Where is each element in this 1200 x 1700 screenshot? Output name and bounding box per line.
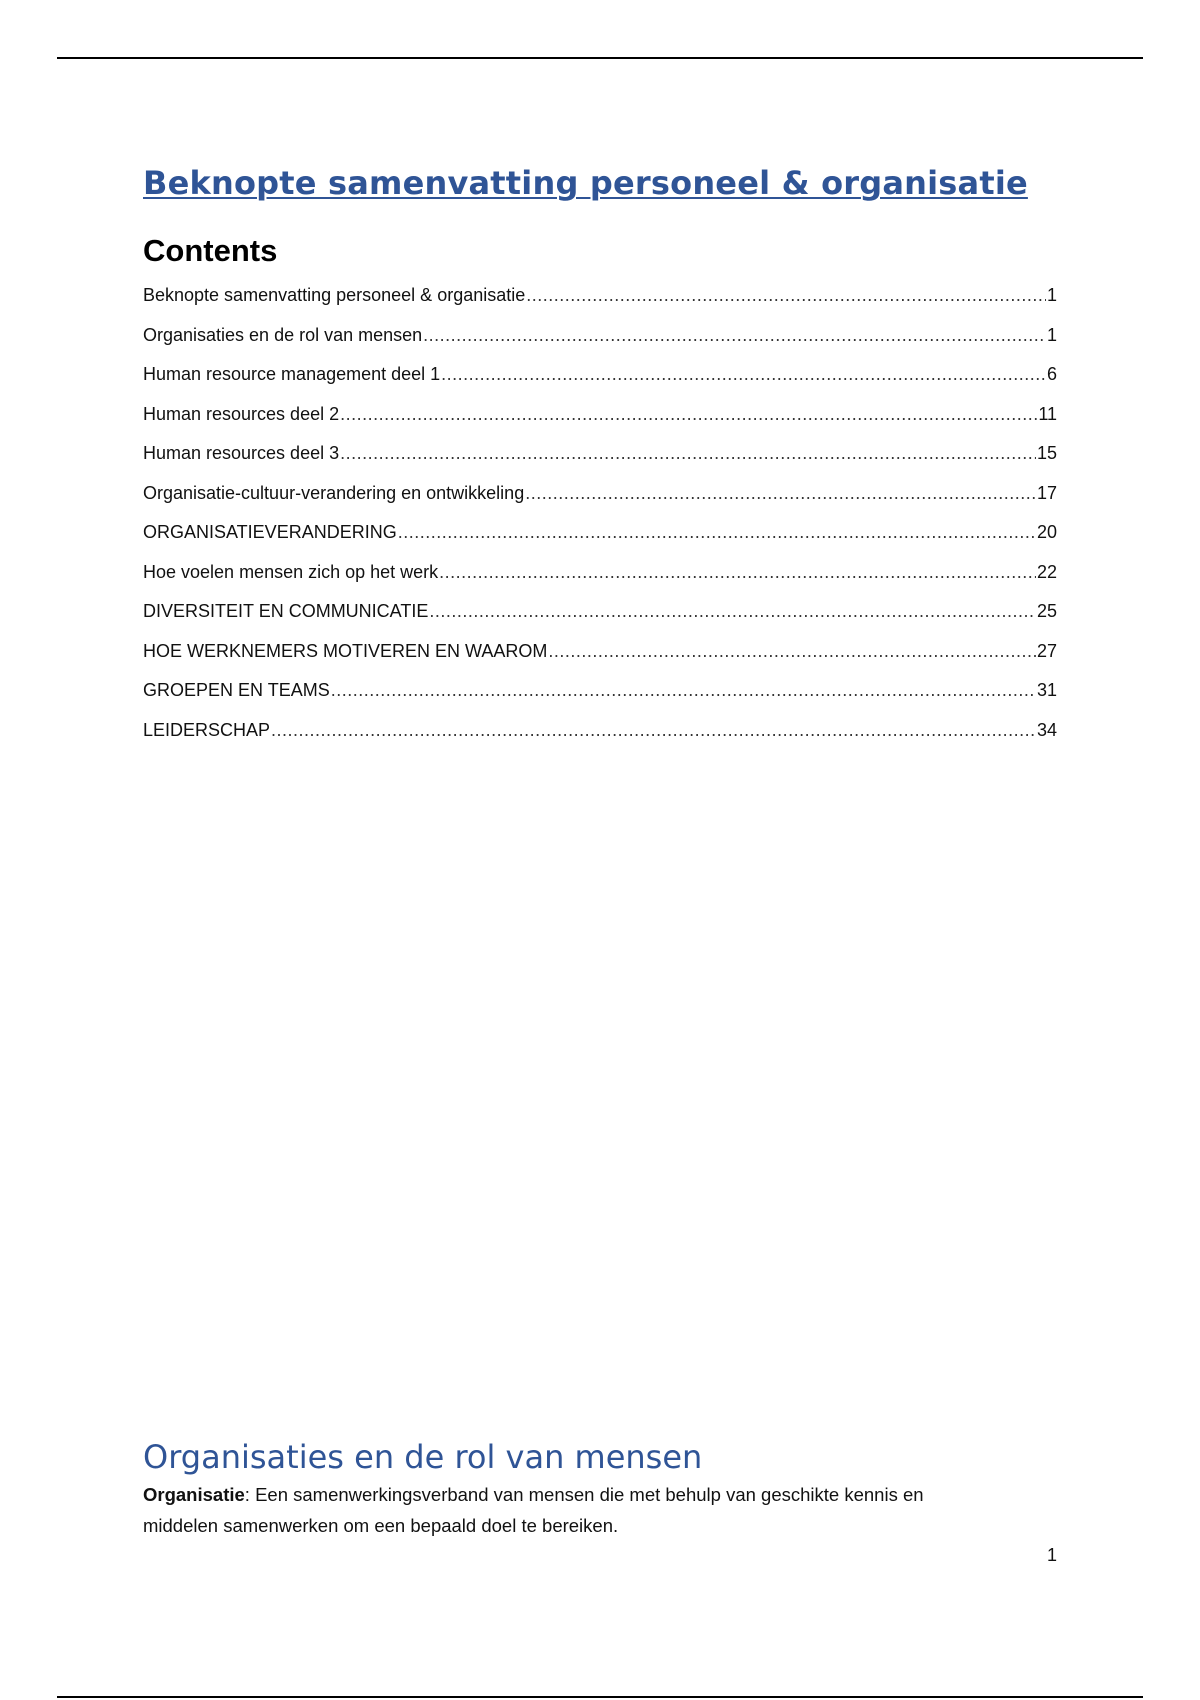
definition-paragraph bbox=[143, 1479, 983, 1541]
toc-dot-leader bbox=[548, 641, 1036, 662]
toc-entry-label: HOE WERKNEMERS MOTIVEREN EN WAAROM bbox=[143, 640, 548, 661]
toc-heading: Contents bbox=[143, 233, 278, 268]
toc-entry-page: 22 bbox=[1036, 561, 1057, 582]
toc-entry[interactable] bbox=[143, 562, 1057, 602]
definition-term: Organisatie bbox=[143, 1484, 245, 1505]
toc-entry[interactable] bbox=[143, 601, 1057, 641]
toc-entry-label: Beknopte samenvatting personeel & organisatie bbox=[143, 285, 526, 305]
toc-entry[interactable] bbox=[143, 641, 1057, 681]
toc-dot-leader bbox=[340, 443, 1036, 464]
toc-entry-page: 6 bbox=[1046, 364, 1057, 384]
toc-entry-label: Human resource management deel 1 bbox=[143, 364, 441, 384]
toc-dot-leader bbox=[441, 364, 1046, 385]
toc-entry[interactable] bbox=[143, 364, 1057, 404]
toc-dot-leader bbox=[423, 325, 1046, 346]
page-bottom-rule bbox=[57, 1696, 1143, 1698]
toc-entry-label: ORGANISATIEVERANDERING bbox=[143, 522, 397, 542]
toc-entry[interactable] bbox=[143, 285, 1057, 325]
definition-text: : Een samenwerkingsverband van mensen die met behulp van geschikte kennis en middelen samenwerken om een bepaald doel te bereiken. bbox=[143, 1484, 924, 1536]
toc-dot-leader bbox=[331, 680, 1036, 701]
toc-entry-page: 25 bbox=[1036, 601, 1057, 621]
page-number: 1 bbox=[1046, 1545, 1057, 1565]
toc-dot-leader bbox=[340, 404, 1037, 425]
toc-entry-page: 11 bbox=[1038, 403, 1057, 424]
table-of-contents bbox=[143, 285, 1057, 759]
toc-dot-leader bbox=[429, 601, 1036, 622]
toc-dot-leader bbox=[439, 562, 1036, 583]
toc-dot-leader bbox=[398, 522, 1036, 543]
toc-entry-label: Hoe voelen mensen zich op het werk bbox=[143, 561, 439, 582]
toc-entry[interactable] bbox=[143, 443, 1057, 483]
toc-entry-label: GROEPEN EN TEAMS bbox=[143, 680, 330, 700]
toc-entry-page: 20 bbox=[1036, 522, 1057, 542]
toc-entry[interactable] bbox=[143, 325, 1057, 365]
toc-dot-leader bbox=[525, 483, 1036, 504]
toc-entry-page: 27 bbox=[1036, 640, 1057, 661]
toc-entry-label: Organisaties en de rol van mensen bbox=[143, 324, 423, 345]
toc-entry-label: Human resources deel 3 bbox=[143, 443, 340, 463]
toc-entry[interactable] bbox=[143, 483, 1057, 523]
toc-entry-label: Human resources deel 2 bbox=[143, 403, 340, 424]
toc-entry-label: LEIDERSCHAP bbox=[143, 719, 271, 740]
toc-entry-page: 1 bbox=[1046, 324, 1057, 345]
toc-entry-label: DIVERSITEIT EN COMMUNICATIE bbox=[143, 601, 429, 621]
section-heading: Organisaties en de rol van mensen bbox=[143, 1438, 703, 1476]
toc-entry-label: Organisatie-cultuur-verandering en ontwikkeling bbox=[143, 482, 525, 503]
toc-entry[interactable] bbox=[143, 404, 1057, 444]
toc-dot-leader bbox=[271, 720, 1036, 741]
toc-entry[interactable] bbox=[143, 680, 1057, 720]
toc-entry[interactable] bbox=[143, 522, 1057, 562]
toc-entry-page: 1 bbox=[1046, 285, 1057, 305]
document-title: Beknopte samenvatting personeel & organisatie bbox=[143, 164, 1028, 202]
toc-dot-leader bbox=[526, 285, 1046, 306]
toc-entry-page: 31 bbox=[1036, 680, 1057, 700]
toc-entry-page: 34 bbox=[1036, 719, 1057, 740]
toc-entry-page: 17 bbox=[1036, 482, 1057, 503]
page-top-rule bbox=[57, 57, 1143, 59]
toc-entry-page: 15 bbox=[1036, 443, 1057, 463]
toc-entry[interactable] bbox=[143, 720, 1057, 760]
